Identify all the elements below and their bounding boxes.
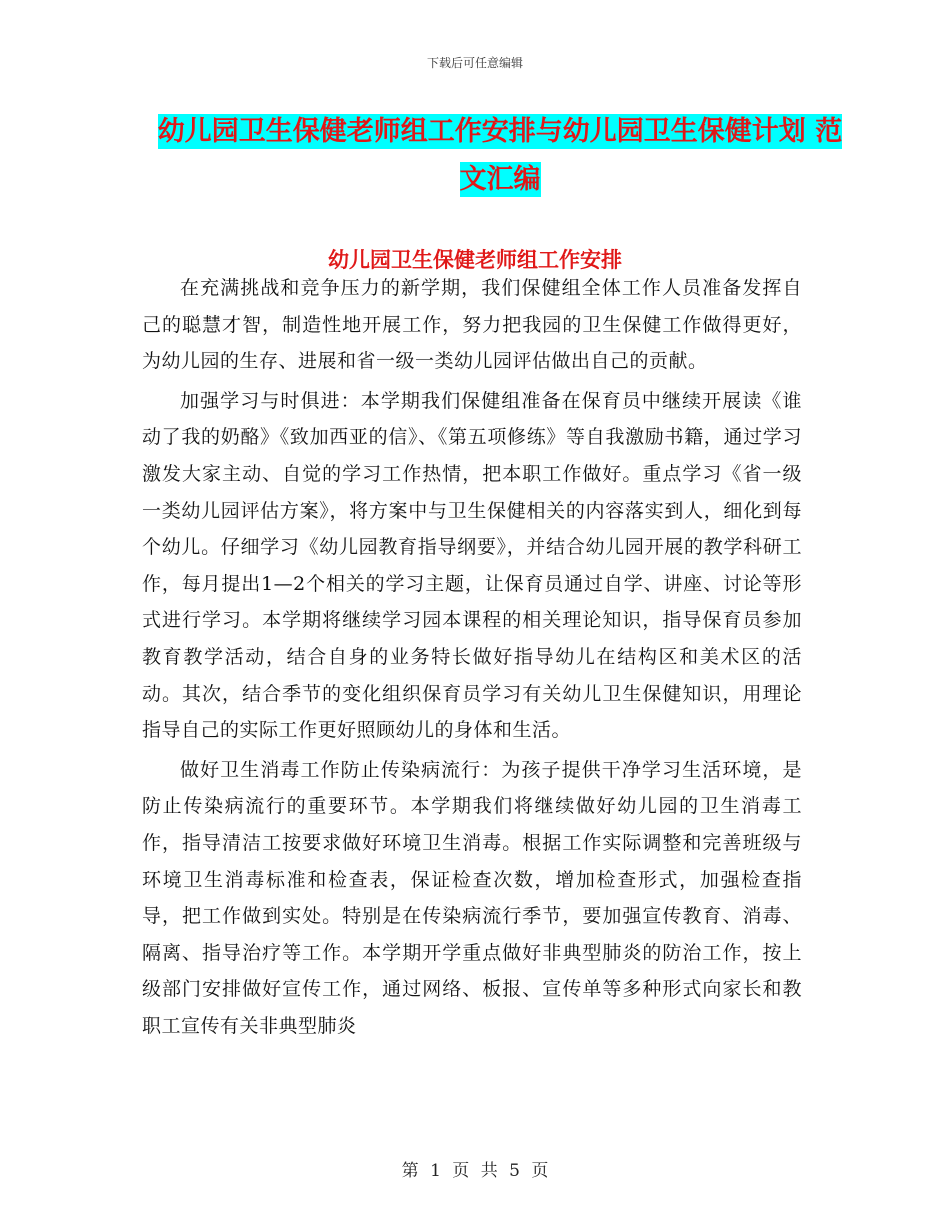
paragraph: 做好卫生消毒工作防止传染病流行：为孩子提供干净学习生活环境，是防止传染病流行的重要环节。本学期我们将继续做好幼儿园的卫生消毒工作，指导清洁工按要求做好环境卫生消毒。根据工作实际调整和完善班级与环境卫生消毒标准和检查表，保证检查次数，增加检查形式，加强检查指导，把工作做到实处。特别是在传染病流行季节，要加强宣传教育、消毒、隔离、指导治疗等工作。本学期开学重点做好非典型肺炎的防治工作，按上级部门安排做好宣传工作，通过网络、板报、宣传单等多种形式向家长和教职工宣传有关非典型肺炎 — [142, 758, 802, 1037]
section-title: 幼儿园卫生保健老师组工作安排 — [328, 248, 622, 272]
document-title-text: 幼儿园卫生保健老师组工作安排与幼儿园卫生保健计划 范文汇编 — [157, 116, 843, 195]
header-note: 下载后可任意编辑 — [426, 56, 523, 70]
paragraph: 在充满挑战和竞争压力的新学期，我们保健组全体工作人员准备发挥自己的聪慧才智，制造性地开展工作，努力把我园的卫生保健工作做得更好，为幼儿园的生存、进展和省一级一类幼儿园评估做出自己的贡献。 — [142, 277, 802, 373]
body-text — [142, 270, 802, 1047]
page-indicator: 第 1 页 共 5 页 — [401, 1161, 549, 1181]
paragraph: 加强学习与时俱进：本学期我们保健组准备在保育员中继续开展读《谁动了我的奶酪》《致加西亚的信》、《第五项修练》等自我激励书籍，通过学习激发大家主动、自觉的学习工作热情，把本职工作做好。重点学习《省一级一类幼儿园评估方案》，将方案中与卫生保健相关的内容落实到人，细化到每个幼儿。仔细学习《幼儿园教育指导纲要》，并结合幼儿园开展的教学科研工作，每月提出1—2个相关的学习主题，让保育员通过自学、讲座、讨论等形式进行学习。本学期将继续学习园本课程的相关理论知识，指导保育员参加教育教学活动，结合自身的业务特长做好指导幼儿在结构区和美术区的活动。其次，结合季节的变化组织保育员学习有关幼儿卫生保健知识，用理论指导自己的实际工作更好照顾幼儿的身体和生活。 — [142, 389, 802, 742]
document-title — [150, 108, 850, 204]
